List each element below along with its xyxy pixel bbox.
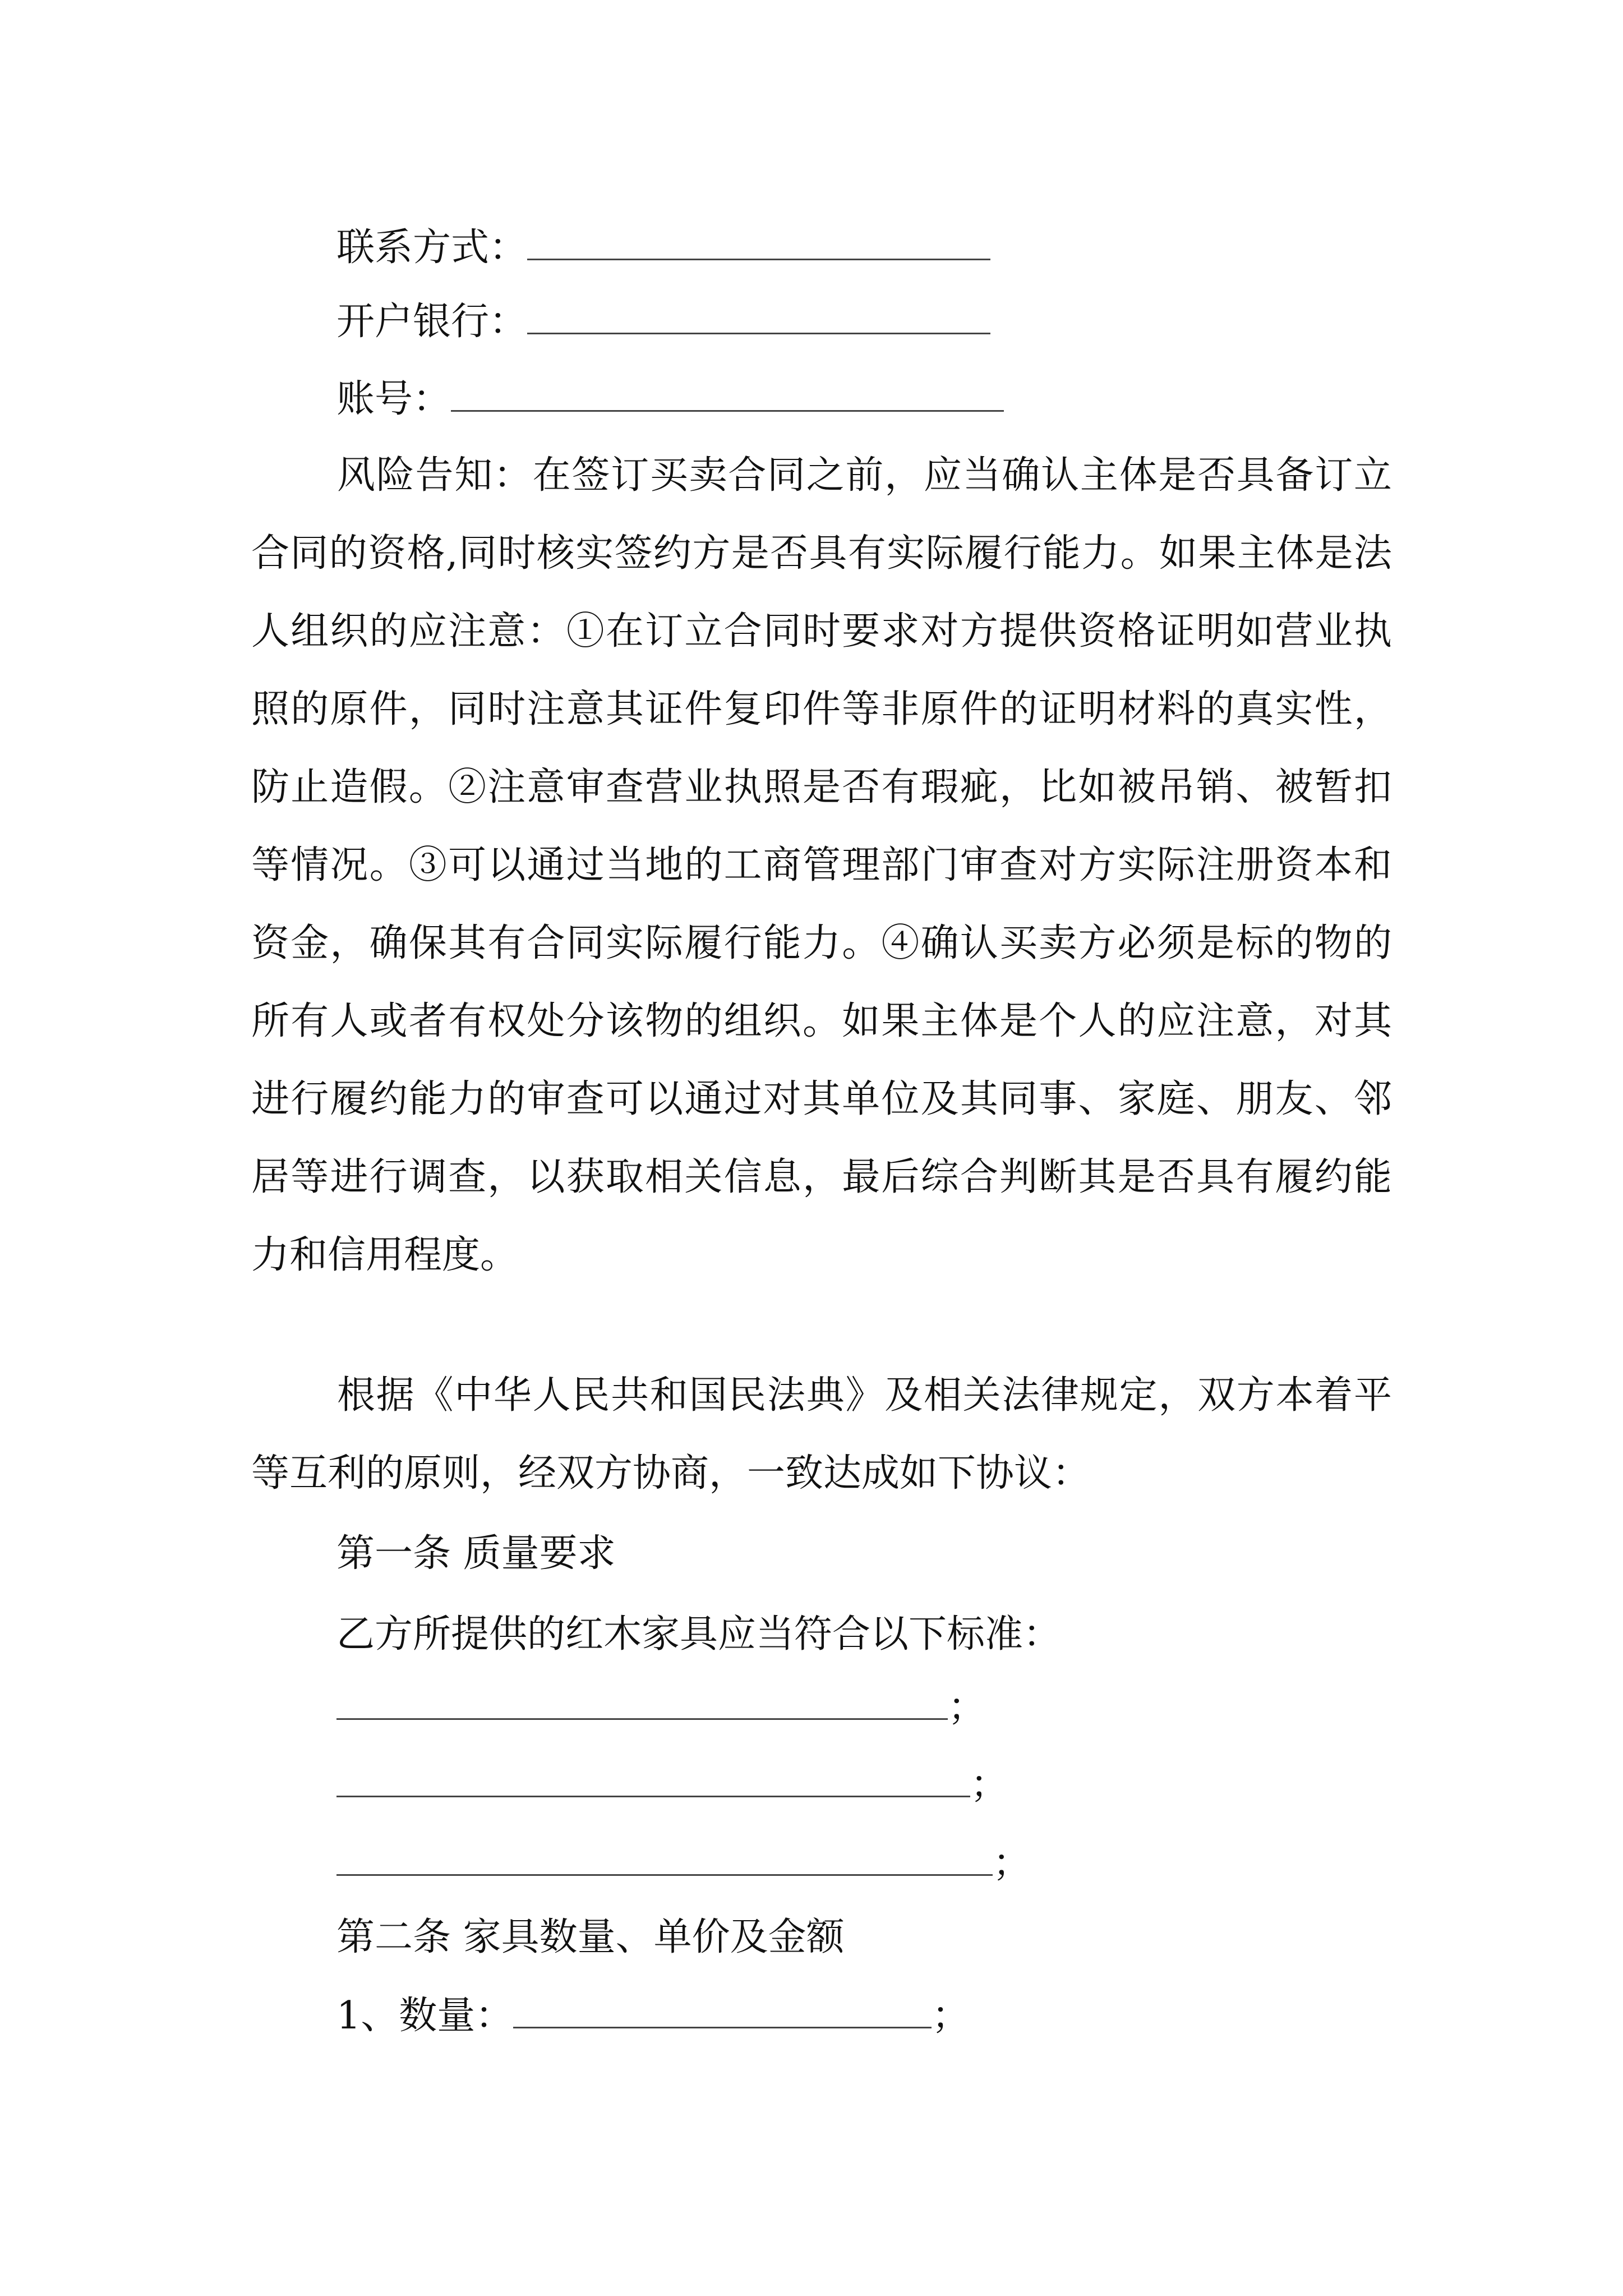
contact-account-blank bbox=[451, 388, 1004, 412]
article2-item1-suffix: ； bbox=[932, 1994, 970, 2038]
article1-blank-line-2 bbox=[336, 1773, 970, 1797]
article1-blank-line-1 bbox=[336, 1696, 948, 1720]
contact-field-bank bbox=[336, 300, 990, 344]
article1-blank-line-3 bbox=[336, 1852, 993, 1876]
contact-phone-label: 联系方式： bbox=[336, 226, 528, 270]
contact-bank-label: 开户银行： bbox=[336, 300, 528, 344]
article1-intro: 乙方所提供的红木家具应当符合以下标准： bbox=[336, 1612, 1062, 1657]
article1-blank-1 bbox=[336, 1685, 986, 1729]
basis-paragraph: 根据《中华人民共和国民法典》及相关法律规定，双方本着平等互利的原则，经双方协商，一致达成如下协议： bbox=[251, 1373, 1392, 1496]
article2-item1-blank bbox=[513, 2004, 932, 2028]
article1-blank-suffix-1: ； bbox=[948, 1685, 986, 1729]
article1-blank-suffix-3: ； bbox=[993, 1841, 1031, 1885]
article2-item1-label: 1、数量： bbox=[336, 1994, 514, 2038]
contact-account-label: 账号： bbox=[336, 377, 451, 421]
contact-field-phone bbox=[336, 226, 990, 270]
article2-item1 bbox=[336, 1994, 970, 2038]
article2-title: 第二条 家具数量、单价及金额 bbox=[336, 1915, 845, 1959]
article1-blank-3 bbox=[336, 1841, 1031, 1885]
article1-blank-2 bbox=[336, 1763, 1009, 1807]
contact-field-account bbox=[336, 377, 1004, 421]
contact-phone-blank bbox=[527, 236, 990, 260]
risk-notice-paragraph: 风险告知：在签订买卖合同之前，应当确认主体是否具备订立合同的资格,同时核实签约方是否具有实际履行能力。如果主体是法人组织的应注意：①在订立合同时要求对方提供资格证明如营业执照的原件，同时注意其证件复印件等非原件的证明材料的真实性，防止造假。②注意审查营业执照是否有瑕疵，比如被吊销、被暂扣等情况。③可以通过当地的工商管理部门审查对方实际注册资本和资金，确保其有合同实际履行能力。④确认买卖方必须是标的物的所有人或者有权处分该物的组织。如果主体是个人的应注意，对其进行履约能力的审查可以通过对其单位及其同事、家庭、朋友、邻居等进行调查，以获取相关信息，最后综合判断其是否具有履约能力和信用程度。 bbox=[251, 453, 1392, 1277]
article1-blank-suffix-2: ； bbox=[970, 1763, 1009, 1807]
article1-title: 第一条 质量要求 bbox=[336, 1531, 616, 1576]
contact-bank-blank bbox=[527, 310, 990, 334]
